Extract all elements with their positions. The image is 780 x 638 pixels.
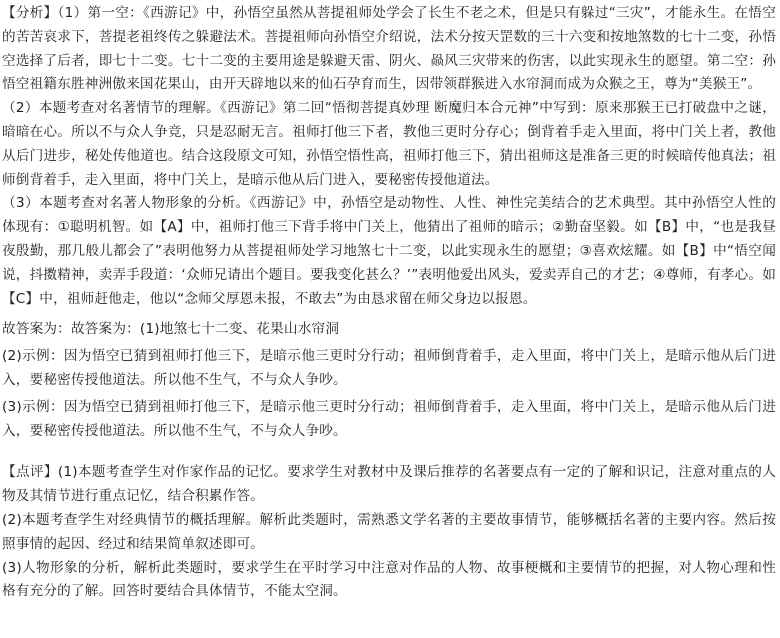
analysis-part-1: 【分析】（1）第一空：《西游记》中，孙悟空虽然从菩提祖师处学会了长生不老之术，但是只有躲过“三灾”，才能永生。在悟空的苦苦哀求下，菩提老祖终传之躲避法术。菩提祖师向孙悟空介绍说，法术分按天罡数的三十六变和按地煞数的七十二变，孙悟空选择了后者，即七十二变。七十二变的主要用途是躲避天雷、阴火、赑风三灾带来的伤害，以此实现永生的愿望。第二空：孙悟空祖籍东胜神洲傲来国花果山，由开天辟地以来的仙石孕育而生，因带领群猴进入水帘洞而成为众猴之王，尊为“美猴王”。 — [2, 5, 776, 93]
comment-line-3: (3)人物形象的分析，解析此类题时，要求学生在平时学习中注意对作品的人物、故事梗概和主要情节的把握，对人物心理和性格有充分的了解。回答时要结合具体情节，不能太空洞。 — [2, 559, 776, 600]
solution-document — [2, 2, 776, 604]
comment-line-2: (2)本题考查学生对经典情节的概括理解。解析此类题时，需熟悉文学名著的主要故事情节，能够概括名著的主要内容。然后按照事情的起因、经过和结果简单叙述即可。 — [2, 511, 776, 552]
answer-line-3: (3)示例：因为悟空已猜到祖师打他三下，是暗示他三更时分行动；祖师倒背着手，走入里面，将中门关上，是暗示他从后门进入，要秘密传授他道法。所以他不生气，不与众人争吵。 — [2, 398, 776, 439]
analysis-part-3: （3）本题考查对名著人物形象的分析。《西游记》中，孙悟空是动物性、人性、神性完美结合的艺术典型。其中孙悟空人性的体现有：①聪明机智。如【A】中，祖师打他三下背手将中门关上，他猜出了祖师的暗示；②勤奋坚毅。如【B】中，“也是我昼夜殷勤，那几般儿都会了”表明他努力从菩提祖师处学习地煞七十二变，以此实现永生的愿望；③喜欢炫耀。如【B】中“悟空闻说，抖擞精神，卖弄手段道：‘众师兄请出个题目。要我变化甚么？’”表明他爱出风头，爱卖弄自己的才艺；④尊师，有孝心。如【C】中，祖师赶他走，他以“念师父厚恩未报，不敢去”为由恳求留在师父身边以报恩。 — [2, 195, 776, 307]
answer-line-1: 故答案为：故答案为：(1)地煞七十二变、花果山水帘洞 — [2, 321, 340, 338]
answer-line-2: (2)示例：因为悟空已猜到祖师打他三下，是暗示他三更时分行动；祖师倒背着手，走入里面，将中门关上，是暗示他从后门进入，要秘密传授他道法。所以他不生气，不与众人争吵。 — [2, 348, 776, 388]
comment-line-1: 【点评】(1)本题考查学生对作家作品的记忆。要求学生对教材中及课后推荐的名著要点有一定的了解和识记，注意对重点的人物及其情节进行重点记忆，结合积累作答。 — [2, 464, 776, 505]
analysis-part-2: （2）本题考查对名著情节的理解。《西游记》第二回“悟彻菩提真妙理 断魔归本合元神”中写到：原来那猴王已打破盘中之谜，暗暗在心。所以不与众人争竞，只是忍耐无言。祖师打他三下者，教他三更时分存心；倒背着手走入里面，将中门关上者，教他从后门进步，秘处传他道也。结合这段原文可知，孙悟空悟性高，祖师打他三下，猜出祖师这是准备三更的时候暗传他真法；祖师倒背着手，走入里面，将中门关上，是暗示他从后门进入，要秘密传授他道法。 — [2, 100, 776, 188]
